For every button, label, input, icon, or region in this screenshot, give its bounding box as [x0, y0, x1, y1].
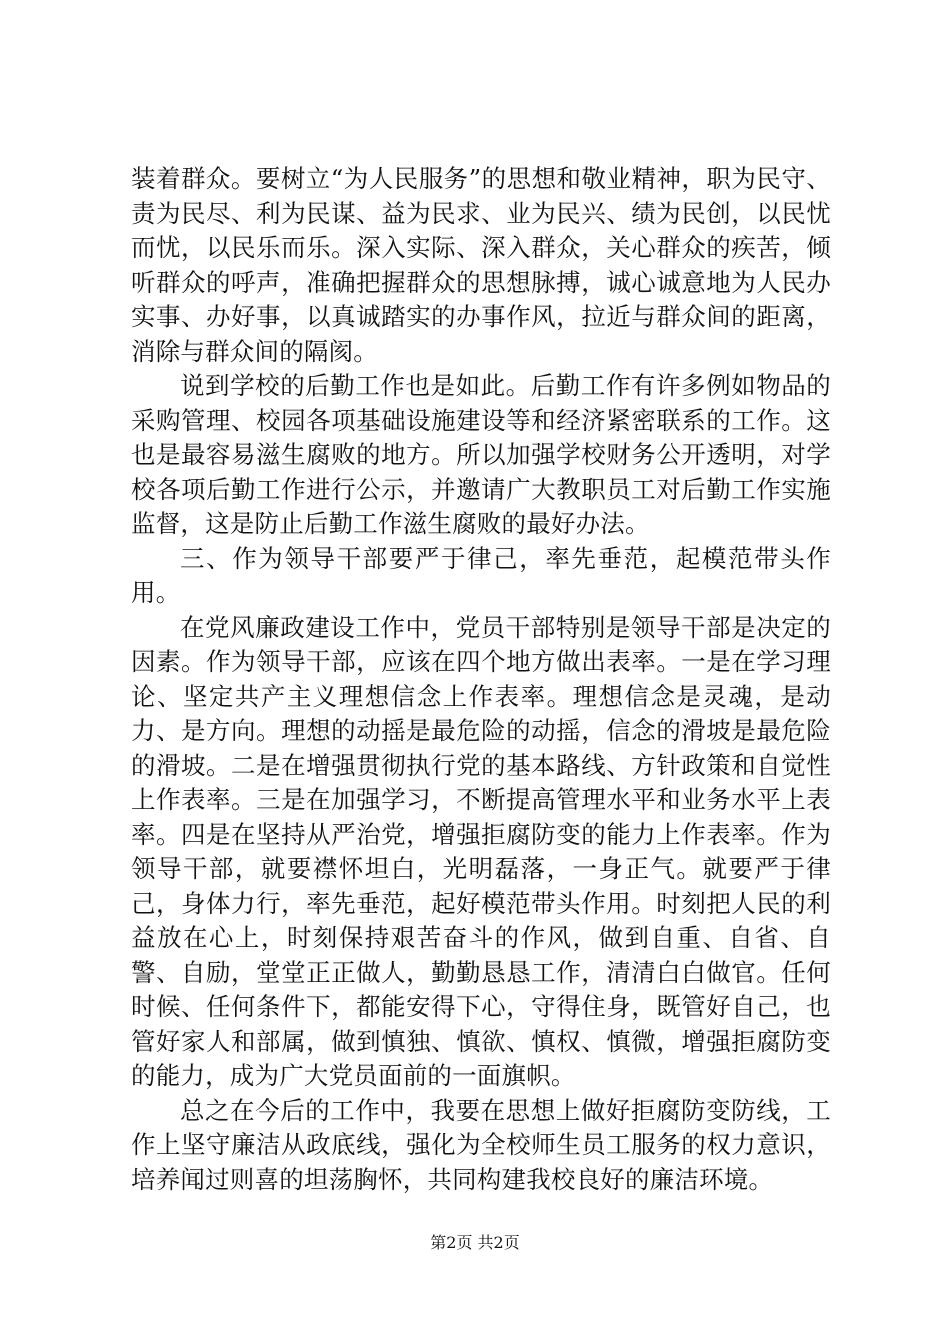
page-number-footer: 第2页 共2页	[430, 1233, 520, 1252]
document-body	[131, 162, 831, 1197]
paragraph-4: 在党风廉政建设工作中，党员干部特别是领导干部是决定的因素。作为领导干部，应该在四个地方做出表率。一是在学习理论、坚定共产主义理想信念上作表率。理想信念是灵魂，是动力、是方向。理想的动摇是最危险的动摇，信念的滑坡是最危险的滑坡。二是在增强贯彻执行党的基本路线、方针政策和自觉性上作表率。三是在加强学习，不断提高管理水平和业务水平上表率。四是在坚持从严治党，增强拒腐防变的能力上作表率。作为领导干部，就要襟怀坦白，光明磊落，一身正气。就要严于律己，身体力行，率先垂范，起好模范带头作用。时刻把人民的利益放在心上，时刻保持艰苦奋斗的作风，做到自重、自省、自警、自励，堂堂正正做人，勤勤恳恳工作，清清白白做官。任何时候、任何条件下，都能安得下心，守得住身，既管好自己，也管好家人和部属，做到慎独、慎欲、慎权、慎微，增强拒腐防变的能力，成为广大党员面前的一面旗帜。	[131, 612, 831, 1090]
section-heading-3: 三、作为领导干部要严于律己，率先垂范，起模范带头作用。	[131, 543, 831, 607]
paragraph-2: 说到学校的后勤工作也是如此。后勤工作有许多例如物品的采购管理、校园各项基础设施建设等和经济紧密联系的工作。这也是最容易滋生腐败的地方。所以加强学校财务公开透明，对学校各项后勤工作进行公示，并邀请广大教职员工对后勤工作实施监督，这是防止后勤工作滋生腐败的最好办法。	[131, 371, 831, 538]
paragraph-1: 装着群众。要树立“为人民服务”的思想和敬业精神，职为民守、责为民尽、利为民谋、益为民求、业为民兴、绩为民创，以民忧而忧，以民乐而乐。深入实际、深入群众，关心群众的疾苦，倾听群众的呼声，准确把握群众的思想脉搏，诚心诚意地为人民办实事、办好事，以真诚踏实的办事作风，拉近与群众间的距离，消除与群众间的隔阂。	[131, 164, 831, 366]
paragraph-5: 总之在今后的工作中，我要在思想上做好拒腐防变防线，工作上坚守廉洁从政底线，强化为全校师生员工服务的权力意识，培养闻过则喜的坦荡胸怀，共同构建我校良好的廉洁环境。	[131, 1095, 831, 1194]
